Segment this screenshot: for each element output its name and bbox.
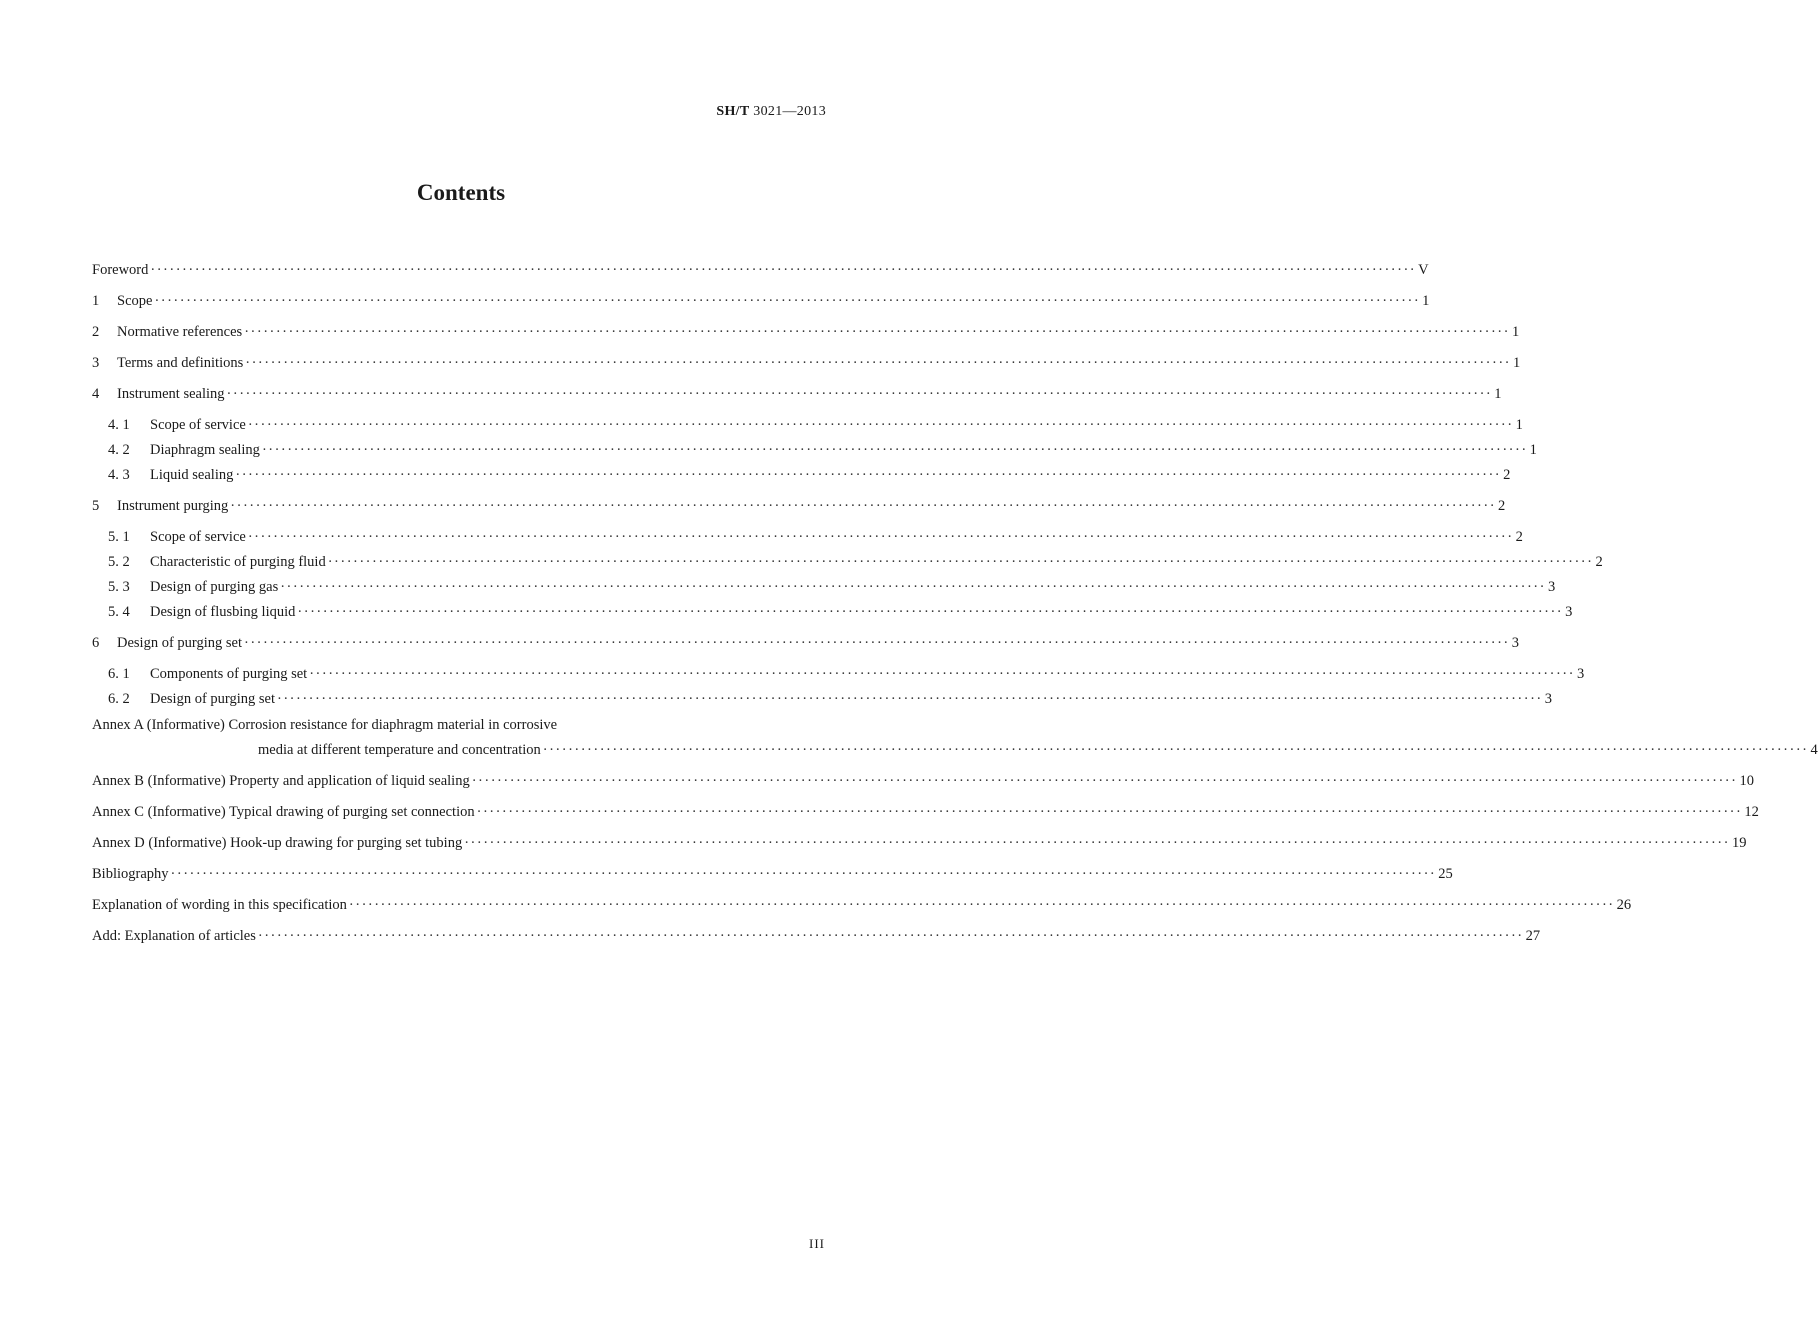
toc-label: Scope [117, 293, 153, 309]
toc-label: Instrument sealing [117, 386, 225, 402]
toc-entry[interactable] [92, 348, 1521, 373]
toc-page-number: 4 [1810, 742, 1818, 758]
toc-label: Annex D (Informative) Hook-up drawing for purging set tubing [92, 835, 463, 851]
leader-dots: ········································································································································································································ [476, 804, 1743, 820]
toc-page-number: 26 [1616, 897, 1632, 913]
toc-page-number: 2 [1595, 554, 1603, 570]
toc-entry[interactable] [92, 921, 1541, 946]
toc-section-number: 5. 2 [108, 554, 130, 570]
toc-entry[interactable] [92, 659, 1585, 684]
leader-dots: ········································································································································································································ [154, 293, 1421, 309]
toc-section-number: 6. 1 [108, 666, 130, 682]
toc-page-number: 3 [1547, 579, 1556, 595]
toc-label: Scope of service [150, 529, 246, 545]
leader-dots: ········································································································································································································ [309, 666, 1575, 682]
toc-section-number: 4. 2 [108, 442, 130, 458]
toc-entry[interactable] [92, 890, 1632, 915]
toc-label: Design of purging gas [150, 579, 279, 595]
toc-entry[interactable] [92, 572, 1556, 597]
leader-dots: ········································································································································································································ [327, 554, 1594, 570]
leader-dots: ········································································································································································································ [280, 579, 1546, 595]
leader-dots: ········································································································································································································ [226, 386, 1493, 402]
toc-page-number: 1 [1512, 355, 1521, 371]
leader-dots: ········································································································································································································ [247, 417, 1514, 433]
toc-label: Annex B (Informative) Property and application of liquid sealing [92, 773, 470, 789]
toc-entry[interactable] [92, 597, 1573, 622]
toc-label: Instrument purging [117, 498, 229, 514]
toc-page-number: 2 [1498, 498, 1506, 514]
toc-section-number: 1 [92, 293, 100, 309]
toc-page-number: V [1418, 262, 1429, 278]
leader-dots: ········································································································································································································ [244, 324, 1510, 340]
toc-page-number: 1 [1529, 442, 1537, 458]
toc-entry[interactable] [92, 628, 1519, 653]
leader-dots: ········································································································································································································ [464, 835, 1730, 851]
toc-page-number: 1 [1515, 417, 1523, 433]
leader-dots: ········································································································································································································ [257, 928, 1524, 944]
toc-section-number: 6 [92, 635, 100, 651]
toc-label: Annex C (Informative) Typical drawing of purging set connection [92, 804, 475, 820]
toc-entry[interactable] [92, 859, 1453, 884]
toc-section-number: 3 [92, 355, 100, 371]
leader-dots: ········································································································································································································ [542, 742, 1809, 758]
toc-entry[interactable] [92, 435, 1537, 460]
toc-page-number: 1 [1494, 386, 1502, 402]
toc-label: Design of purging set [117, 635, 242, 651]
toc-page-number: 2 [1503, 467, 1511, 483]
page-title: Contents [416, 180, 506, 205]
leader-dots: ········································································································································································································ [261, 442, 1528, 458]
leader-dots: ········································································································································································································ [230, 498, 1497, 514]
toc-entry[interactable] [92, 460, 1511, 485]
toc-page-number: 3 [1544, 691, 1552, 707]
toc-entry[interactable] [92, 766, 1754, 791]
annex-a-line2: media at different temperature and concentration ········································································································································································································ 4 [258, 742, 1818, 758]
leader-dots: ········································································································································································································ [277, 691, 1543, 707]
leader-dots: ········································································································································································································ [245, 355, 1511, 371]
toc-page-number: 1 [1511, 324, 1520, 340]
toc-section-number: 5. 4 [108, 604, 130, 620]
leader-dots: ········································································································································································································ [244, 635, 1510, 651]
leader-dots: ········································································································································································································ [348, 897, 1615, 913]
toc-entry[interactable] [92, 828, 1747, 853]
annex-a-line1: Annex A (Informative) Corrosion resistance for diaphragm material in corrosive [92, 717, 558, 733]
toc-label: Explanation of wording in this specification [92, 897, 347, 913]
document-code [716, 104, 826, 120]
toc-page-number: 3 [1576, 666, 1585, 682]
table-of-contents [92, 255, 1818, 946]
toc-entry[interactable] [92, 522, 1523, 547]
document-code-prefix: SH/T [716, 104, 750, 119]
toc-section-number: 2 [92, 324, 100, 340]
toc-entry[interactable] [92, 491, 1506, 516]
toc-label: Bibliography [92, 866, 169, 882]
toc-label: Terms and definitions [117, 355, 244, 371]
toc-page-number: 25 [1438, 866, 1453, 882]
toc-page-number: 10 [1739, 773, 1754, 789]
toc-entry[interactable] [92, 797, 1759, 822]
toc-label: Diaphragm sealing [150, 442, 260, 458]
toc-label: Components of purging set [150, 666, 308, 682]
toc-section-number: 5. 3 [108, 579, 130, 595]
toc-page-number: 27 [1525, 928, 1541, 944]
toc-section-number: 4. 1 [108, 417, 130, 433]
toc-label: Foreword [92, 262, 149, 278]
toc-entry[interactable] [92, 286, 1430, 311]
toc-entry[interactable] [92, 317, 1520, 342]
toc-label: Design of flusbing liquid [150, 604, 296, 620]
toc-page-number: 19 [1731, 835, 1747, 851]
toc-page-number: 2 [1515, 529, 1523, 545]
toc-entry[interactable] [92, 379, 1502, 404]
toc-entry[interactable] [92, 547, 1603, 572]
leader-dots: ········································································································································································································ [471, 773, 1738, 789]
leader-dots: ········································································································································································································ [150, 262, 1417, 278]
toc-section-number: 4. 3 [108, 467, 130, 483]
document-code-number: 3021—2013 [753, 104, 826, 119]
toc-entry[interactable] [92, 255, 1429, 280]
toc-page-number: 12 [1744, 804, 1759, 820]
toc-entry[interactable] [92, 684, 1552, 709]
toc-section-number: 5 [92, 498, 100, 514]
toc-label: Characteristic of purging fluid [150, 554, 326, 570]
toc-page-number: 1 [1422, 293, 1430, 309]
toc-label: Add: Explanation of articles [92, 928, 256, 944]
leader-dots: ········································································································································································································ [247, 529, 1514, 545]
toc-page-number: 3 [1511, 635, 1519, 651]
toc-label: Design of purging set [150, 691, 275, 707]
toc-section-number: 4 [92, 386, 100, 402]
toc-section-number: 5. 1 [108, 529, 130, 545]
toc-entry[interactable] [92, 410, 1523, 435]
toc-label: Normative references [117, 324, 243, 340]
toc-section-number: 6. 2 [108, 691, 130, 707]
toc-page-number: 3 [1565, 604, 1573, 620]
leader-dots: ········································································································································································································ [170, 866, 1437, 882]
leader-dots: ········································································································································································································ [297, 604, 1564, 620]
toc-label: Scope of service [150, 417, 246, 433]
page-number: III [809, 1236, 825, 1251]
toc-entry-annex-a[interactable] [92, 715, 1818, 760]
leader-dots: ········································································································································································································ [235, 467, 1502, 483]
toc-label: Liquid sealing [150, 467, 234, 483]
